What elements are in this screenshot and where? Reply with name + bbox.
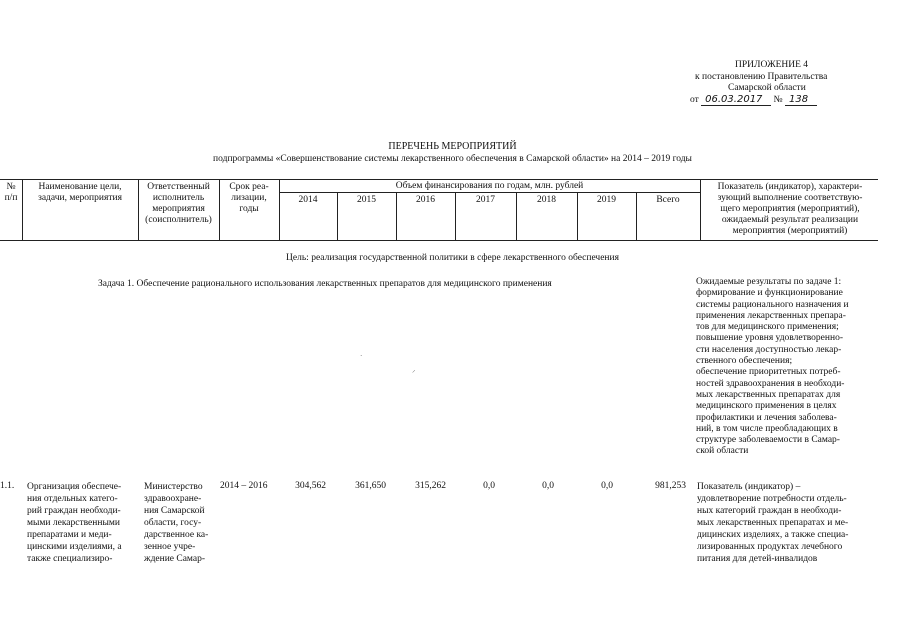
header-year-2015: 2015 (357, 195, 376, 205)
row-value-2019: 0,0 (601, 481, 613, 491)
goal-row: Цель: реализация государственной политики в сфере лекарственного обеспечения (286, 253, 619, 263)
document-title: ПЕРЕЧЕНЬ МЕРОПРИЯТИЙ (388, 141, 517, 152)
row-number: 1.1. (0, 481, 15, 491)
appendix-region-line: Самарской области (728, 83, 806, 93)
decree-date: 06.03.2017 (701, 95, 771, 106)
header-executor: Ответственный исполнитель мероприятия (соисполнитель) (145, 182, 212, 225)
date-prefix: от (690, 94, 699, 105)
appendix-decree-line: к постановлению Правительства (695, 71, 828, 82)
header-name: Наименование цели, задачи, мероприятия (38, 182, 122, 203)
header-year-2018: 2018 (537, 195, 556, 205)
document-subtitle: подпрограммы «Совершенствование системы лекарственного обеспечения в Самарской области» на 2014 – 2019 годы (213, 154, 692, 164)
row-name-cell: Организация обеспече- ния отдельных катего- рий граждан необходи- мыми лекарственными препаратами и меди- цинскими изделиями, а также специализиро- (27, 482, 122, 564)
scan-mark: ⸝ (412, 366, 416, 374)
row-value-2018: 0,0 (542, 481, 554, 491)
row-value-2016: 315,262 (415, 481, 446, 491)
row-executor-cell: Министерство здравоохране- ния Самарской области, госу- дарственное ка- зенное учре- ждение Самар- (144, 482, 209, 564)
number-prefix: № (773, 94, 783, 105)
row-value-2015: 361,650 (355, 481, 386, 491)
header-year-2016: 2016 (416, 195, 435, 205)
appendix-title: ПРИЛОЖЕНИЕ 4 (735, 60, 809, 70)
header-bottom-border (0, 240, 878, 241)
scan-mark: · (360, 352, 363, 360)
header-year-2019: 2019 (597, 195, 616, 205)
row-value-2017: 0,0 (483, 481, 495, 491)
header-num: № п/п (4, 182, 18, 203)
header-funding: Объем финансирования по годам, млн. рублей (395, 181, 584, 191)
task-expected-results: Ожидаемые результаты по задаче 1: формирование и функционирование системы рационального назначения и применения лекарственных препара- тов для медицинского применения; повышение уровня удовлетворенно- сти населения доступностью лекар- ственного обеспечения; обеспечение приоритетных потреб- ностей здравоохранения в необходи- мых лекарственных препаратах для медицинского применения в целях профилактики и лечения заболева- ний, в том числе преобладающих в структуре заболеваемости в Самар- ской области (696, 277, 849, 457)
header-indicator: Показатель (индикатор), характери- зующий выполнение соответствую- щего мероприятия (мероприятий), ожидаемый результат реализации мероприятия (мероприятий) (717, 182, 863, 236)
header-year-2017: 2017 (476, 195, 495, 205)
header-term: Срок реа- лизации, годы (229, 182, 269, 214)
header-top-border (0, 179, 878, 180)
row-value-total: 981,253 (655, 481, 686, 491)
header-total: Всего (656, 195, 680, 205)
row-indicator-cell: Показатель (индикатор) – удовлетворение потребности отдель- ных категорий граждан в необходи- мых лекарственных препаратах и ме- дицинских изделиях, а также специа- лизированных продуктах лечебного питания для детей-инвалидов (697, 482, 849, 564)
task-row: Задача 1. Обеспечение рационального использования лекарственных препаратов для медицинского применения (98, 279, 552, 289)
header-year-2014: 2014 (298, 195, 318, 205)
decree-number: 138 (785, 95, 817, 106)
decree-date-line (690, 95, 860, 107)
row-value-2014: 304,562 (295, 481, 326, 491)
row-term-cell: 2014 – 2016 (220, 481, 268, 491)
appendix-block (690, 60, 860, 106)
